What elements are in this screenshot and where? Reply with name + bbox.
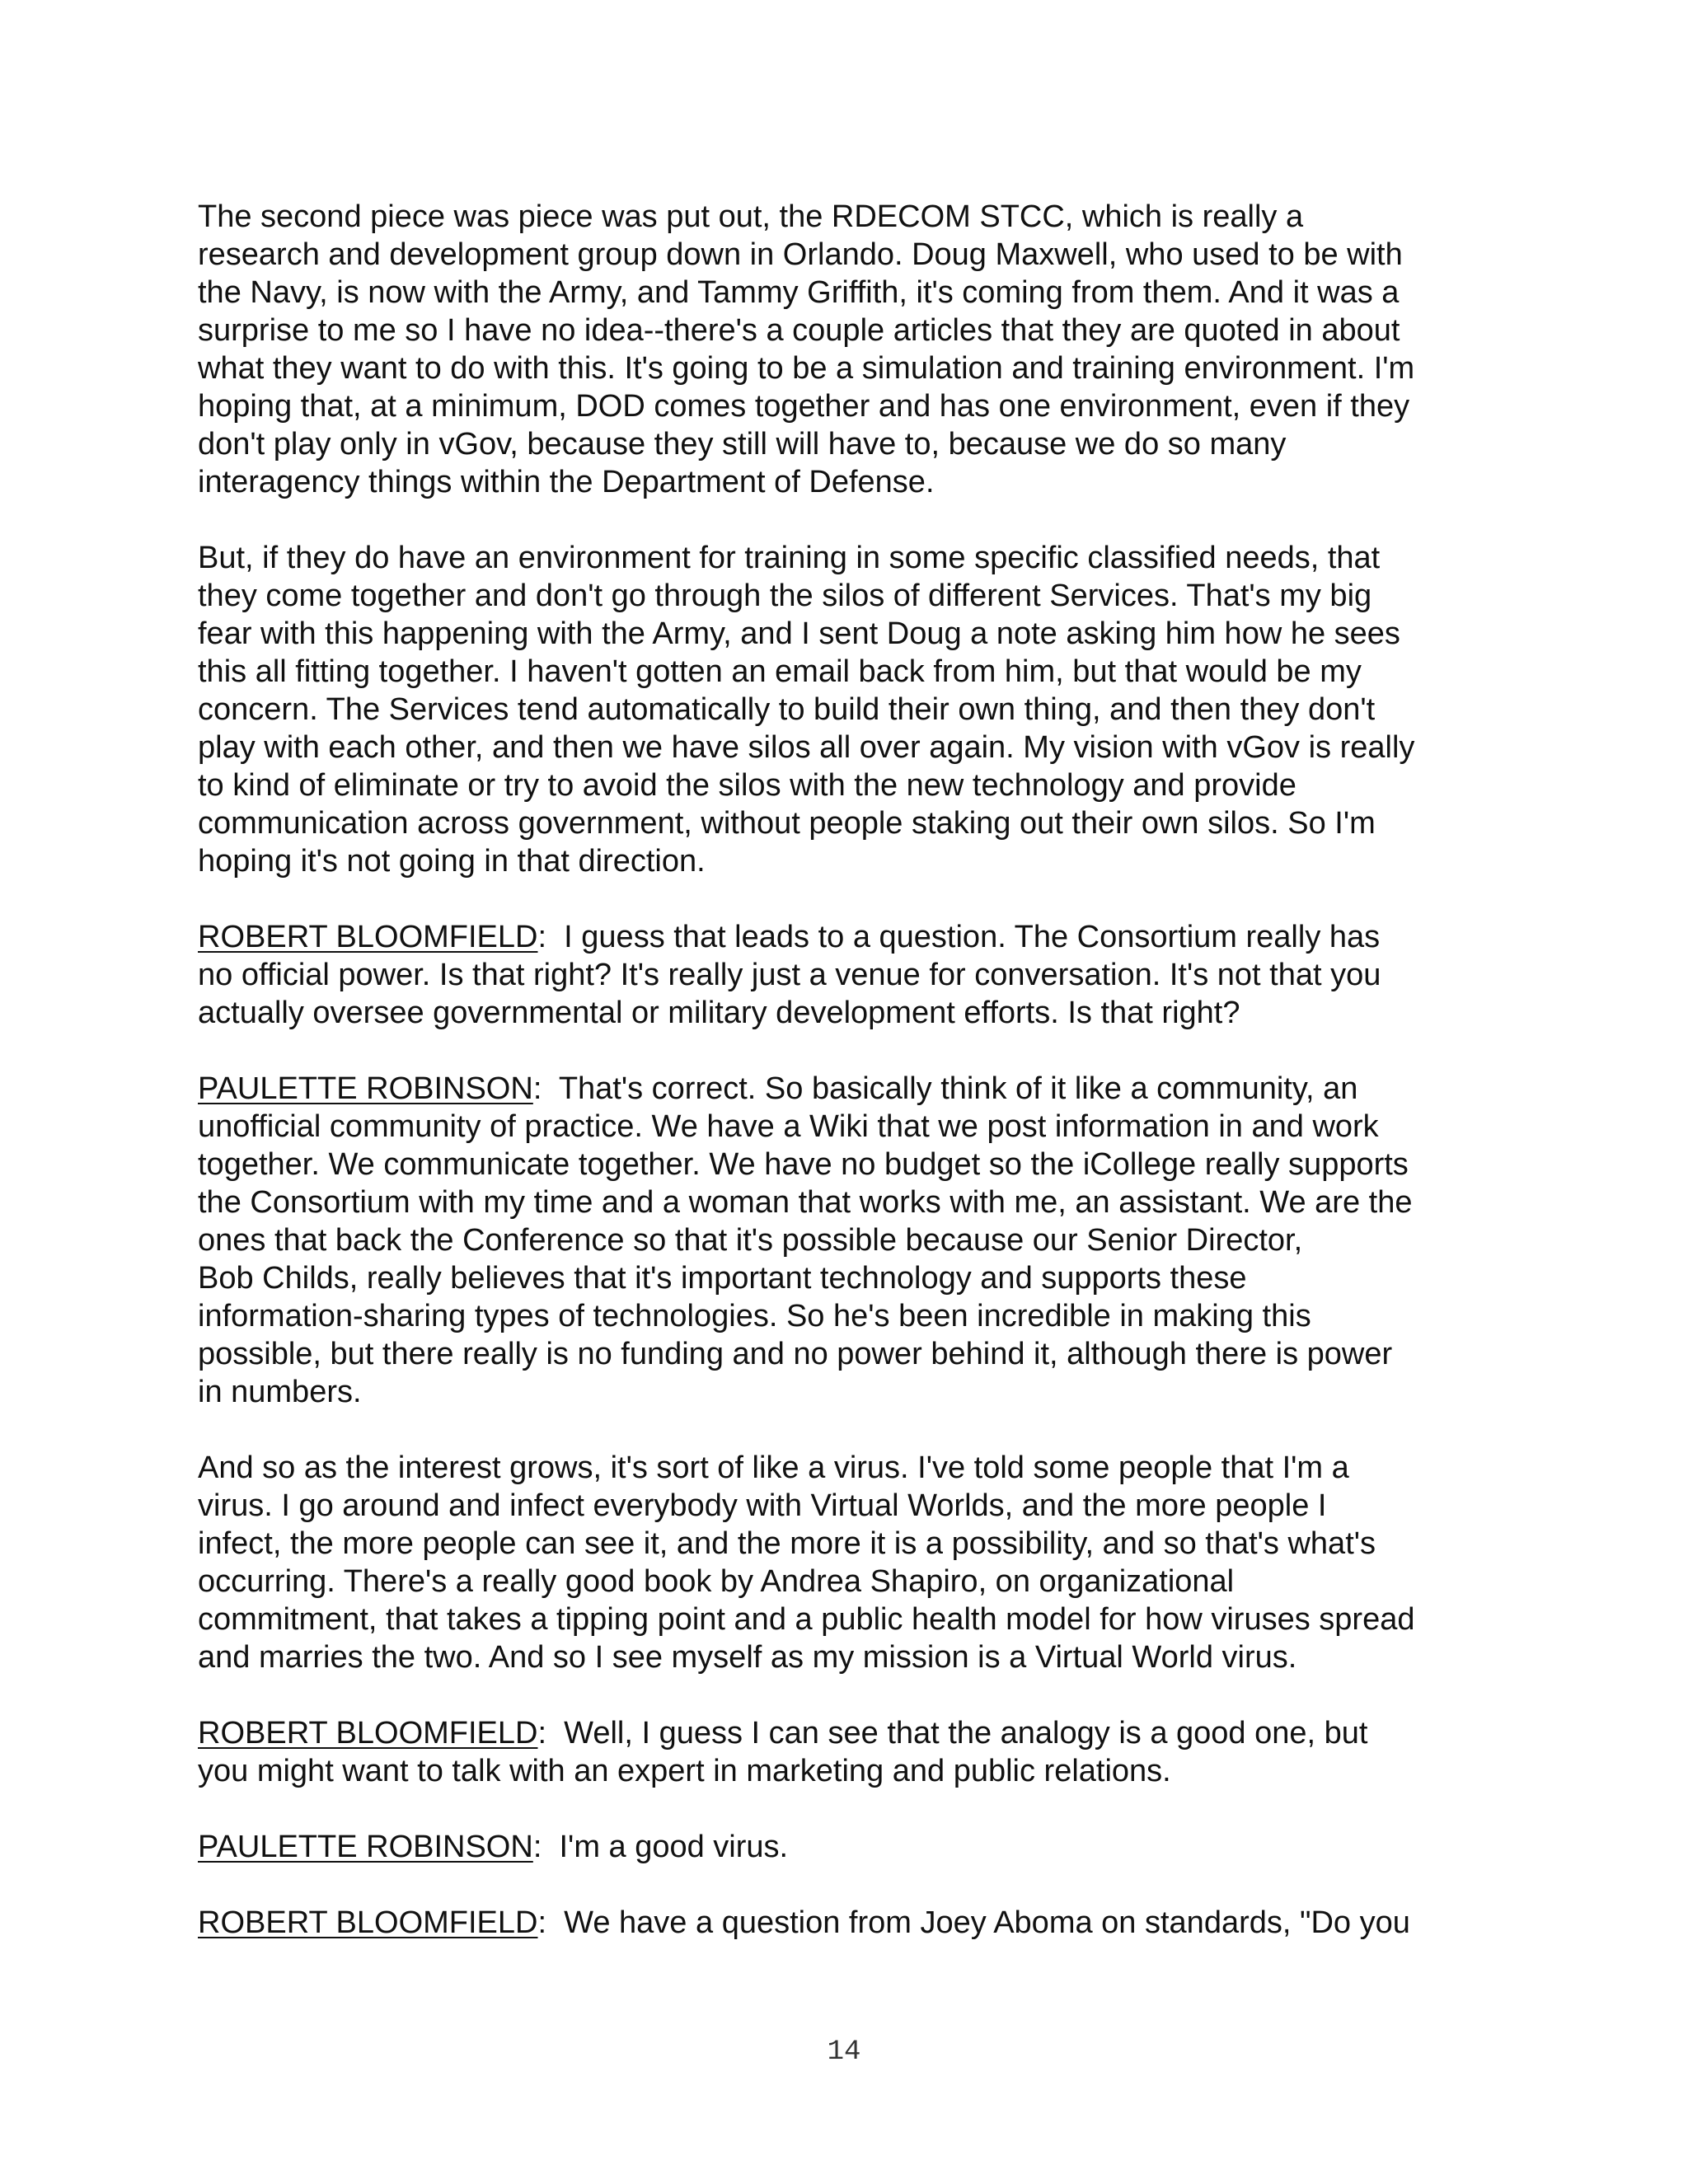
speaker-paragraph	[198, 1904, 1492, 1942]
text-line: they come together and don't go through the silos of different Services. That's my big	[198, 579, 1372, 613]
line-text: Well, I guess I can see that the analogy is a good one, but	[564, 1716, 1368, 1750]
speaker-name: ROBERT BLOOMFIELD	[198, 920, 538, 954]
text-line: But, if they do have an environment for training in some specific classified needs, that	[198, 541, 1381, 575]
speaker-name: ROBERT BLOOMFIELD	[198, 1905, 538, 1940]
speaker-separator: :	[537, 1905, 565, 1940]
text-line: The second piece was piece was put out, the RDECOM STCC, which is really a	[198, 199, 1304, 234]
text-line: this all fitting together. I haven't gotten an email back from him, but that would be my	[198, 654, 1362, 689]
speaker-paragraph	[198, 1714, 1492, 1790]
speaker-separator: :	[532, 1830, 560, 1864]
line-text: That's correct. So basically think of it like a community, an	[558, 1071, 1358, 1106]
speaker-separator: :	[537, 1716, 565, 1750]
narrative-paragraph	[198, 1449, 1492, 1676]
text-line: the Consortium with my time and a woman that works with me, an assistant. We are the	[198, 1185, 1413, 1220]
text-line: together. We communicate together. We have no budget so the iCollege really supports	[198, 1147, 1409, 1182]
text-line	[198, 918, 1492, 956]
line-text: I'm a good virus.	[559, 1830, 789, 1864]
text-line: concern. The Services tend automatically to build their own thing, and then they don't	[198, 692, 1376, 727]
text-line	[198, 1070, 1492, 1108]
text-line: no official power. Is that right? It's really just a venue for conversation. It's not that you	[198, 958, 1381, 992]
text-line: And so as the interest grows, it's sort of like a virus. I've told some people that I'm a	[198, 1451, 1349, 1485]
text-line: possible, but there really is no funding and no power behind it, although there is power	[198, 1337, 1393, 1371]
text-line: don't play only in vGov, because they still will have to, because we do so many	[198, 427, 1287, 462]
speaker-name: ROBERT BLOOMFIELD	[198, 1716, 538, 1750]
text-line: ones that back the Conference so that it's possible because our Senior Director,	[198, 1223, 1303, 1258]
text-line	[198, 1904, 1492, 1942]
text-line: occurring. There's a really good book by Andrea Shapiro, on organizational	[198, 1564, 1235, 1599]
text-line: Bob Childs, really believes that it's important technology and supports these	[198, 1261, 1247, 1296]
text-line: play with each other, and then we have silos all over again. My vision with vGov is really	[198, 730, 1415, 765]
speaker-paragraph	[198, 1070, 1492, 1411]
speaker-separator: :	[537, 920, 565, 954]
text-line: infect, the more people can see it, and the more it is a possibility, and so that's what's	[198, 1526, 1376, 1561]
text-line: the Navy, is now with the Army, and Tammy Griffith, it's coming from them. And it was a	[198, 275, 1400, 310]
text-line: commitment, that takes a tipping point and a public health model for how viruses spread	[198, 1602, 1415, 1637]
text-line: unofficial community of practice. We have a Wiki that we post information in and work	[198, 1109, 1379, 1144]
transcript-body	[198, 198, 1492, 1942]
text-line: information-sharing types of technologies. So he's been incredible in making this	[198, 1299, 1311, 1333]
text-line: communication across government, without people staking out their own silos. So I'm	[198, 806, 1376, 841]
text-line: research and development group down in Orlando. Doug Maxwell, who used to be with	[198, 237, 1403, 272]
text-line: fear with this happening with the Army, and I sent Doug a note asking him how he sees	[198, 616, 1400, 651]
narrative-paragraph	[198, 539, 1492, 880]
text-line: you might want to talk with an expert in marketing and public relations.	[198, 1754, 1171, 1788]
text-line: in numbers.	[198, 1375, 362, 1409]
text-line: actually oversee governmental or military development efforts. Is that right?	[198, 996, 1240, 1030]
text-line: and marries the two. And so I see myself as my mission is a Virtual World virus.	[198, 1640, 1297, 1675]
text-line: virus. I go around and infect everybody with Virtual Worlds, and the more people I	[198, 1488, 1327, 1523]
line-text: We have a question from Joey Aboma on standards, "Do you	[564, 1905, 1410, 1940]
text-line: to kind of eliminate or try to avoid the silos with the new technology and provide	[198, 768, 1296, 803]
text-line: hoping it's not going in that direction.	[198, 844, 706, 879]
page-number: 14	[827, 2036, 861, 2068]
narrative-paragraph	[198, 198, 1492, 501]
text-line: what they want to do with this. It's going to be a simulation and training environment. I'm	[198, 351, 1415, 386]
speaker-name: PAULETTE ROBINSON	[198, 1071, 533, 1106]
speaker-paragraph	[198, 1828, 1492, 1866]
speaker-paragraph	[198, 918, 1492, 1032]
speaker-separator: :	[532, 1071, 559, 1106]
line-text: I guess that leads to a question. The Consortium really has	[564, 920, 1381, 954]
text-line: hoping that, at a minimum, DOD comes together and has one environment, even if they	[198, 389, 1410, 424]
speaker-name: PAULETTE ROBINSON	[198, 1830, 533, 1864]
text-line	[198, 1714, 1492, 1752]
text-line: interagency things within the Department of Defense.	[198, 465, 935, 499]
text-line	[198, 1828, 1492, 1866]
text-line: surprise to me so I have no idea--there's a couple articles that they are quoted in about	[198, 313, 1400, 348]
